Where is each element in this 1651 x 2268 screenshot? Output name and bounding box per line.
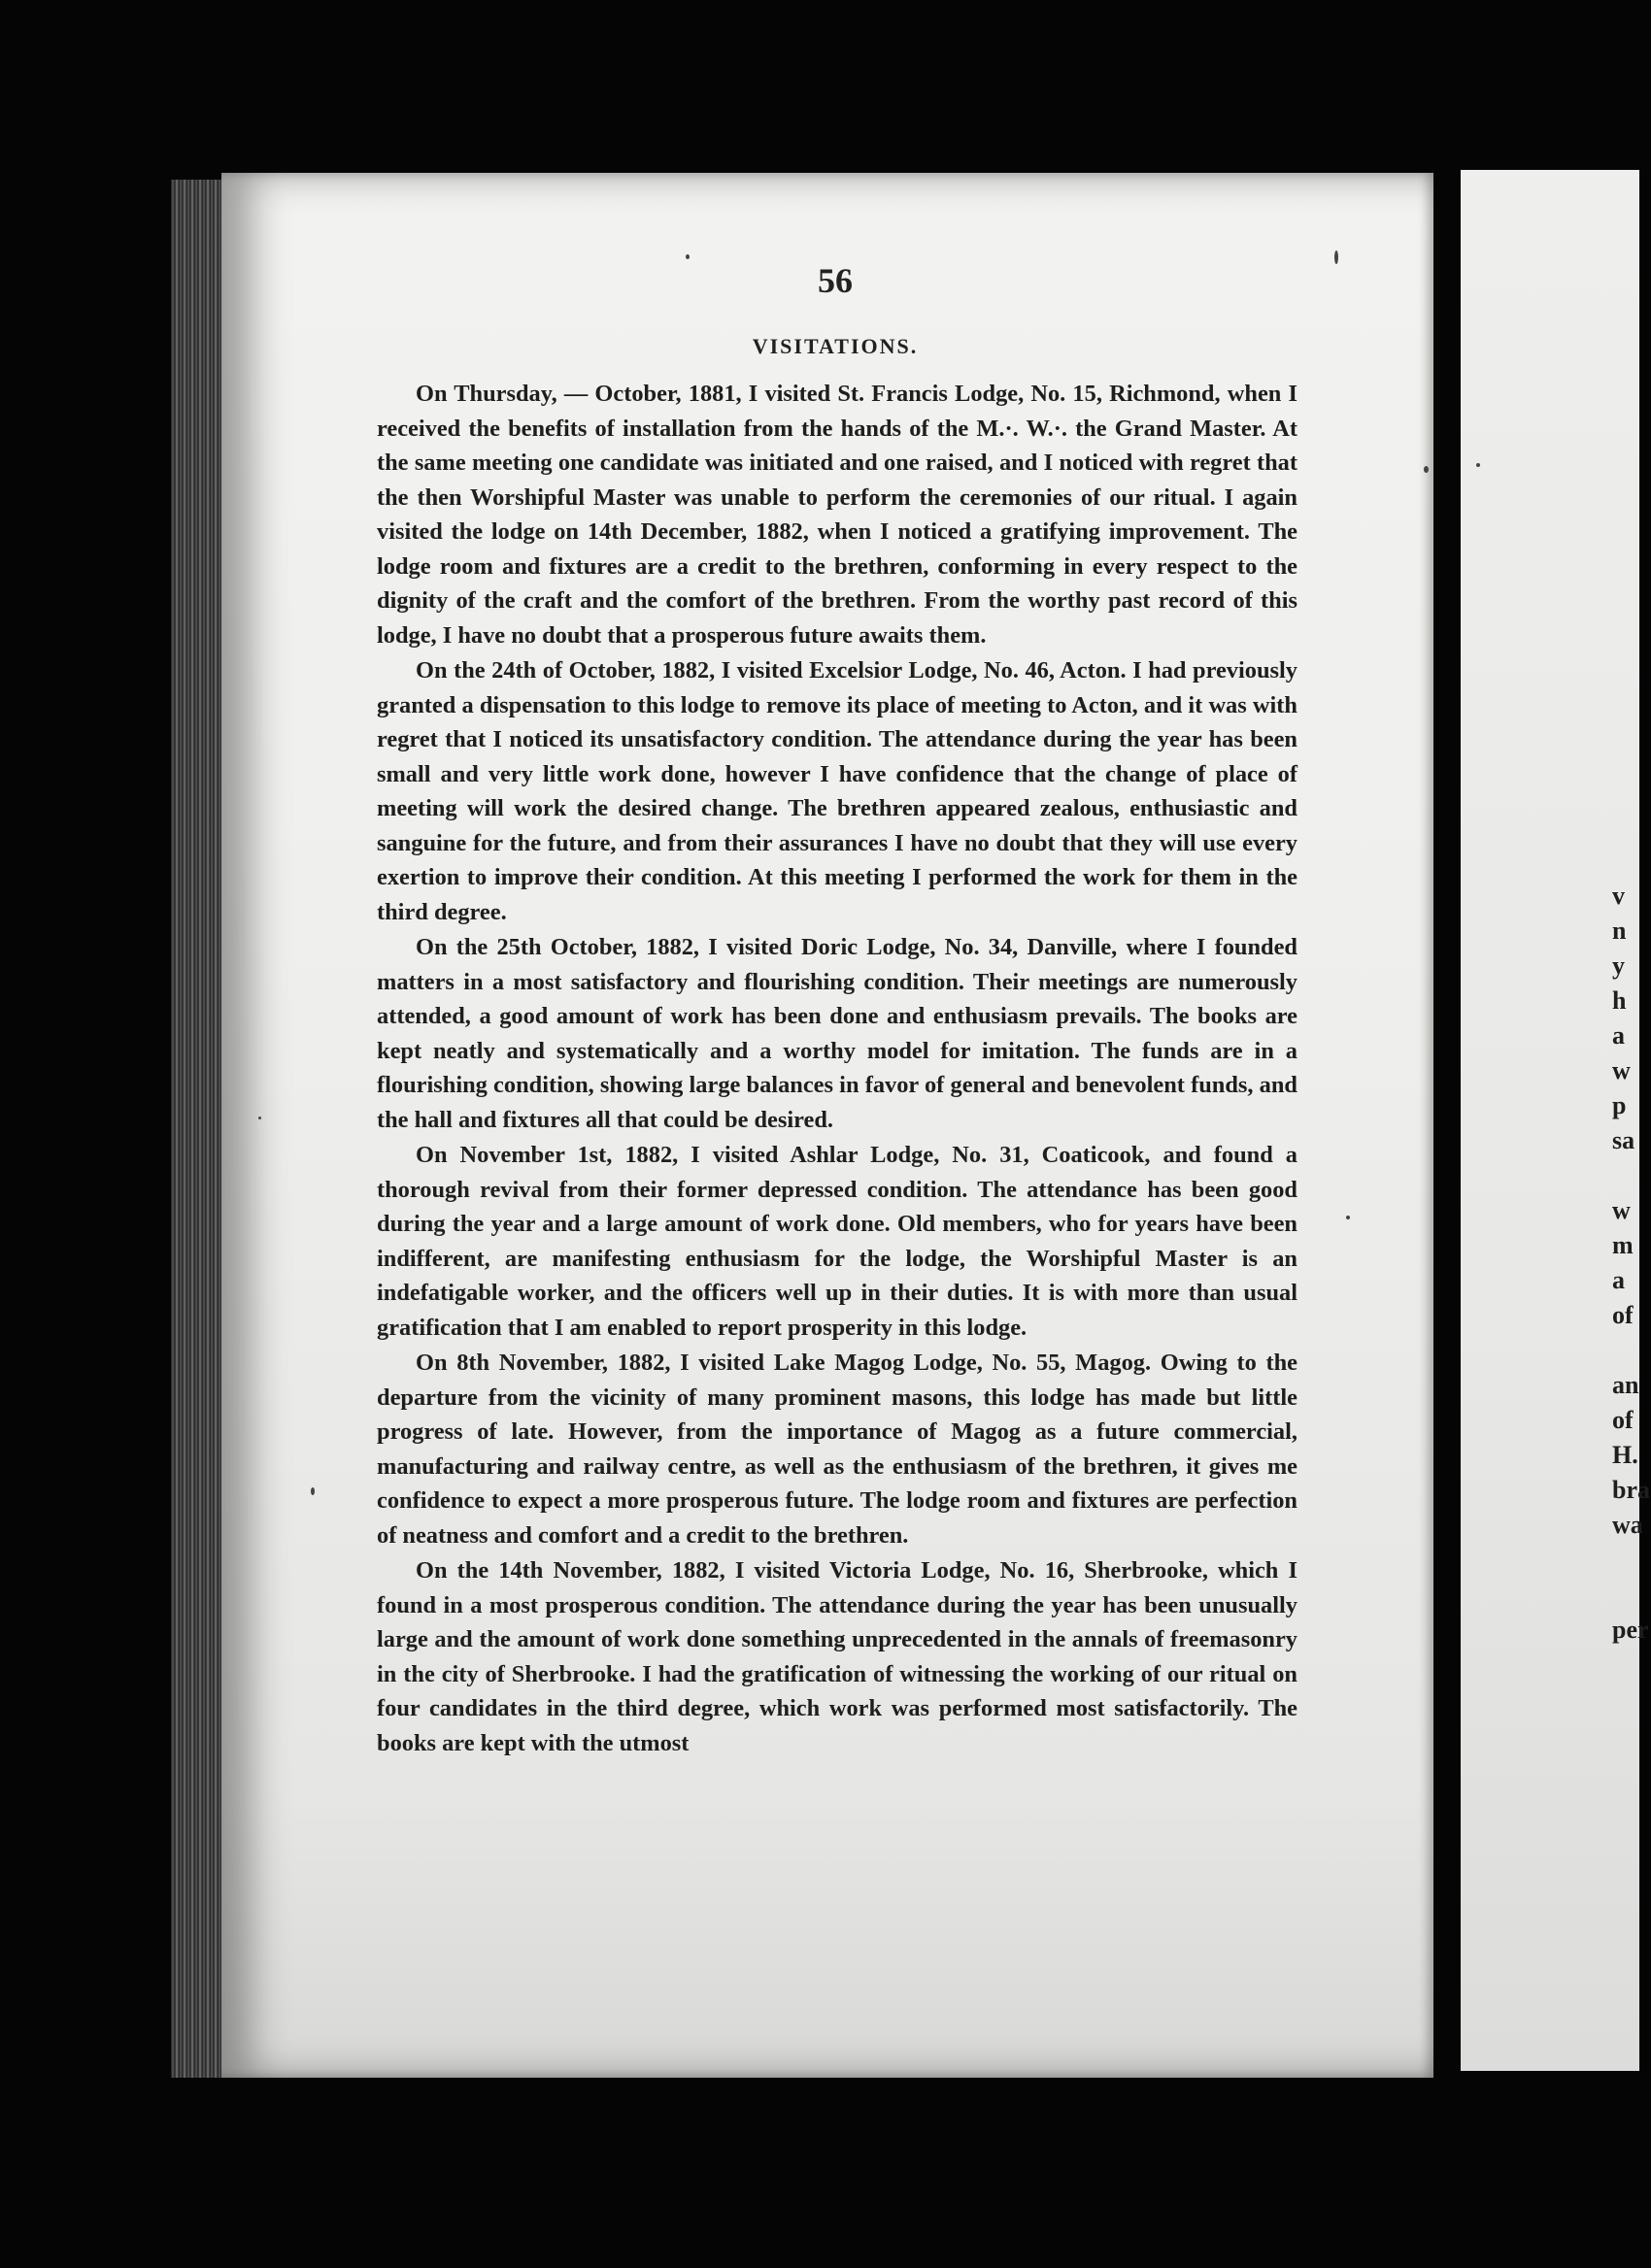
ink-speck [1334, 250, 1338, 264]
fragment-line: of [1612, 1301, 1634, 1329]
fragment-line: n [1612, 917, 1627, 945]
fragment-line [1612, 1578, 1651, 1613]
fragment-line: bra [1612, 1476, 1650, 1504]
ink-speck [1476, 463, 1480, 467]
fragment-line: m [1612, 1231, 1634, 1259]
fragment-line: per [1612, 1616, 1649, 1644]
fragment-line [1612, 1158, 1651, 1193]
fragment-line: of [1612, 1406, 1634, 1434]
ink-speck [1346, 1216, 1350, 1219]
ink-speck [311, 1487, 315, 1495]
body-text [377, 377, 1297, 1760]
ink-speck [258, 1117, 261, 1119]
fragment-line: w [1612, 1056, 1631, 1084]
paragraph-st-francis-lodge: On Thursday, — October, 1881, I visited St. Francis Lodge, No. 15, Richmond, when I received the benefits of installation from the hands of the M.·. W.·. the Grand Master. At the same meeting one candidate was initiated and one raised, and I noticed with regret that the then Worshipful Master was unable to perform the ceremonies of our ritual. I again visited the lodge on 14th December, 1882, when I noticed a gratifying improvement. The lodge room and fixtures are a credit to the brethren, conforming in every respect to the dignity of the craft and the comfort of the brethren. From the worthy past record of this lodge, I have no doubt that a prosperous future awaits them. [377, 381, 1297, 649]
book-gutter [1433, 173, 1461, 2105]
fragment-line: p [1612, 1091, 1627, 1119]
ink-speck [1424, 466, 1429, 473]
fragment-line: a [1612, 1021, 1625, 1050]
page-number: 56 [818, 261, 853, 300]
paragraph-ashlar-lodge: On November 1st, 1882, I visited Ashlar Lodge, No. 31, Coaticook, and found a thorough revival from their former depressed condition. The attendance has been good during the year and a large amount of work done. Old members, who for years have been indifferent, are manifesting enthusiasm for the lodge, the Worshipful Master is an indefatigable worker, and the officers well up in their duties. It is with more than usual gratification that I am enabled to report prosperity in this lodge. [377, 1142, 1297, 1341]
fragment-line: v [1612, 882, 1625, 910]
fragment-line [1612, 1543, 1651, 1578]
ink-speck [686, 254, 690, 259]
paragraph-victoria-lodge: On the 14th November, 1882, I visited Victoria Lodge, No. 16, Sherbrooke, which I found in a most prosperous condition. The attendance during the year has been unusually large and the amount of work done something unprecedented in the annals of freemasonry in the city of Sherbrooke. I had the gratification of witnessing the working of our ritual on four candidates in the third degree, which work was performed most satisfactorily. The books are kept with the utmost [377, 1557, 1297, 1756]
fragment-line [1612, 1333, 1651, 1368]
paragraph-excelsior-lodge: On the 24th of October, 1882, I visited Excelsior Lodge, No. 46, Acton. I had previously granted a dispensation to this lodge to remove its place of meeting to Acton, and it was with regret that I noticed its unsatisfactory condition. The attendance during the year has been small and very little work done, however I have confidence that the change of place of meeting will work the desired change. The brethren appeared zealous, enthusiastic and sanguine for the future, and from their assurances I have no doubt that they will use every exertion to improve their condition. At this meeting I performed the work for them in the third degree. [377, 657, 1297, 925]
fragment-line: a [1612, 1266, 1625, 1294]
fragment-line: an [1612, 1371, 1639, 1399]
fragment-line: w [1612, 1196, 1631, 1224]
facing-page-fragments [1612, 879, 1651, 1648]
fragment-line: y [1612, 951, 1625, 980]
paragraph-doric-lodge: On the 25th October, 1882, I visited Doric Lodge, No. 34, Danville, where I founded matters in a most satisfactory and flourishing condition. Their meetings are numerously attended, a good amount of work has been done and enthusiasm prevails. The books are kept neatly and systematically and a worthy model for imitation. The funds are in a flourishing condition, showing large balances in favor of general and benevolent funds, and the hall and fixtures all that could be desired. [377, 934, 1297, 1133]
section-heading: VISITATIONS. [752, 334, 919, 358]
fragment-line: sa [1612, 1126, 1635, 1154]
paragraph-lake-magog-lodge: On 8th November, 1882, I visited Lake Magog Lodge, No. 55, Magog. Owing to the departure from the vicinity of many prominent masons, this lodge has made but little progress of late. However, from the importance of Magog as a future commercial, manufacturing and railway centre, as well as the enthusiasm of the brethren, it gives me confidence to expect a more prosperous future. The lodge room and fixtures are perfection of neatness and comfort and a credit to the brethren. [377, 1350, 1297, 1549]
fragment-line: h [1612, 986, 1627, 1015]
page-edge-stack [171, 180, 221, 2078]
fragment-line: wa [1612, 1511, 1643, 1539]
fragment-line: H. [1612, 1441, 1638, 1469]
